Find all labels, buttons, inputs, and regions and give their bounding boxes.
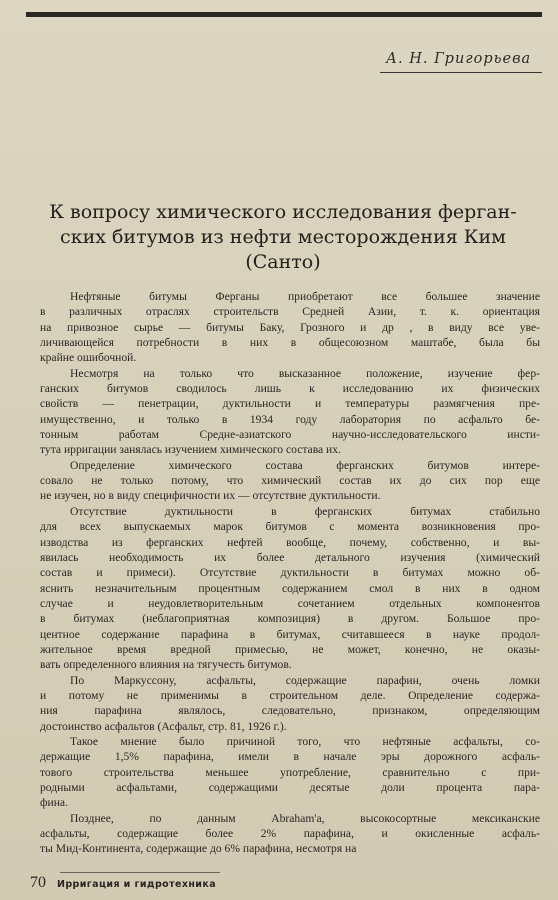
page-footer [30, 874, 270, 892]
title-line-3: (Санто) [245, 251, 321, 273]
body-line: Отсутствие дуктильности в ферганских битумах стабильно [70, 504, 540, 518]
body-line: родными асфальтами, содержащими десятые доли процента пара- [40, 781, 540, 794]
footer-rule [60, 872, 220, 873]
author-underline [380, 72, 542, 73]
body-line: и потому не применимы в строительном деле. Определение содержа- [40, 688, 540, 702]
body-line: совало не только потому, что химический состав их до сих пор еще [40, 474, 540, 488]
body-line: Несмотря на только что высказанное положение, изучение фер- [70, 366, 540, 380]
body-line: центное содержание парафина в битумах, считавшееся в науке продол- [40, 627, 540, 641]
body-line: изводства из ферганских нефтей вообще, почему, собственно, и вы- [40, 535, 540, 549]
article-title [30, 200, 536, 275]
body-line: Такое мнение было причиной того, что нефтяные асфальты, со- [70, 734, 540, 748]
body-line: держащие 1,5% парафина, имели в начале эры дорожного асфаль- [40, 750, 540, 764]
body-line: личивающейся потребности в них в общесоюзном маштабе, была бы [40, 336, 540, 350]
body-line: Определение химического состава ферганских битумов интере- [70, 458, 540, 472]
body-line: По Маркуссону, асфальты, содержащие парафин, очень ломки [70, 673, 540, 687]
body-line: в различных отраслях строительств Средней Азии, т. к. ориентация [40, 305, 540, 319]
body-line: не изучен, но в виду специфичности их — отсутствие дуктильности. [40, 489, 381, 503]
article-body [40, 289, 540, 857]
body-line: Позднее, по данным Abraham'а, высокосортные мексиканские [70, 811, 540, 825]
body-line: тонным работам Средне-азиатского научно-исследовательского инсти- [40, 428, 540, 442]
body-line: вать определенного влияния на тягучесть битумов. [40, 658, 292, 672]
body-line: яснить незначительным процентным содержанием смол в них в одном [40, 581, 540, 595]
author-name: А. Н. Григорьева [386, 51, 532, 67]
body-line: случае и неудовлетворительным сочетанием отдельных компонентов [40, 596, 540, 610]
body-line: имущественно, и только в 1934 году лаборатория по асфальто бе- [40, 412, 540, 426]
body-line: ния парафина являлось, следовательно, признаком, определяющим [40, 704, 540, 718]
title-line-2: ских битумов из нефти месторождения Ким [60, 226, 506, 248]
body-line: в битумах (неблагоприятная композиция) в другом. Большое про- [40, 612, 540, 626]
top-rule [26, 12, 542, 17]
body-line: тута ирригации занялась изучением химического состава их. [40, 443, 341, 457]
body-line: свойств — пенетрации, дуктильности и температуры размягчения пре- [40, 397, 540, 411]
body-line: для всех выпускаемых марок битумов с момента возникновения про- [40, 520, 540, 534]
body-line: жительное время вредной примесью, не может, конечно, не оказы- [40, 642, 540, 656]
body-line: ты Мид-Континента, содержащие до 6% парафина, несмотря на [40, 842, 357, 856]
body-line: явилась необходимость их более детального изучения (химический [40, 550, 540, 564]
title-line-1: К вопросу химического исследования ферган- [49, 201, 517, 223]
body-line: достоинство асфальтов (Асфальт, стр. 81, 1926 г.). [40, 719, 287, 733]
body-line: фина. [40, 796, 68, 810]
body-line: асфальты, содержащие более 2% парафина, и окисленные асфаль- [40, 827, 540, 841]
body-line: на привозное сырье — битумы Баку, Грозного и др , в виду все уве- [40, 320, 540, 334]
body-line: крайне ошибочной. [40, 351, 137, 365]
journal-name: Ирригация и гидротехника [57, 879, 217, 890]
body-line: Нефтяные битумы Ферганы приобретают все большее значение [70, 290, 540, 303]
page-number: 70 [30, 874, 46, 891]
body-line: состав и примеси). Отсутствие дуктильности в битумах можно об- [40, 566, 540, 580]
body-line: тового строительства меньшее употребление, сравнительно с при- [40, 765, 540, 779]
body-line: ганских битумов сводилось лишь к исследованию их физических [40, 382, 540, 396]
